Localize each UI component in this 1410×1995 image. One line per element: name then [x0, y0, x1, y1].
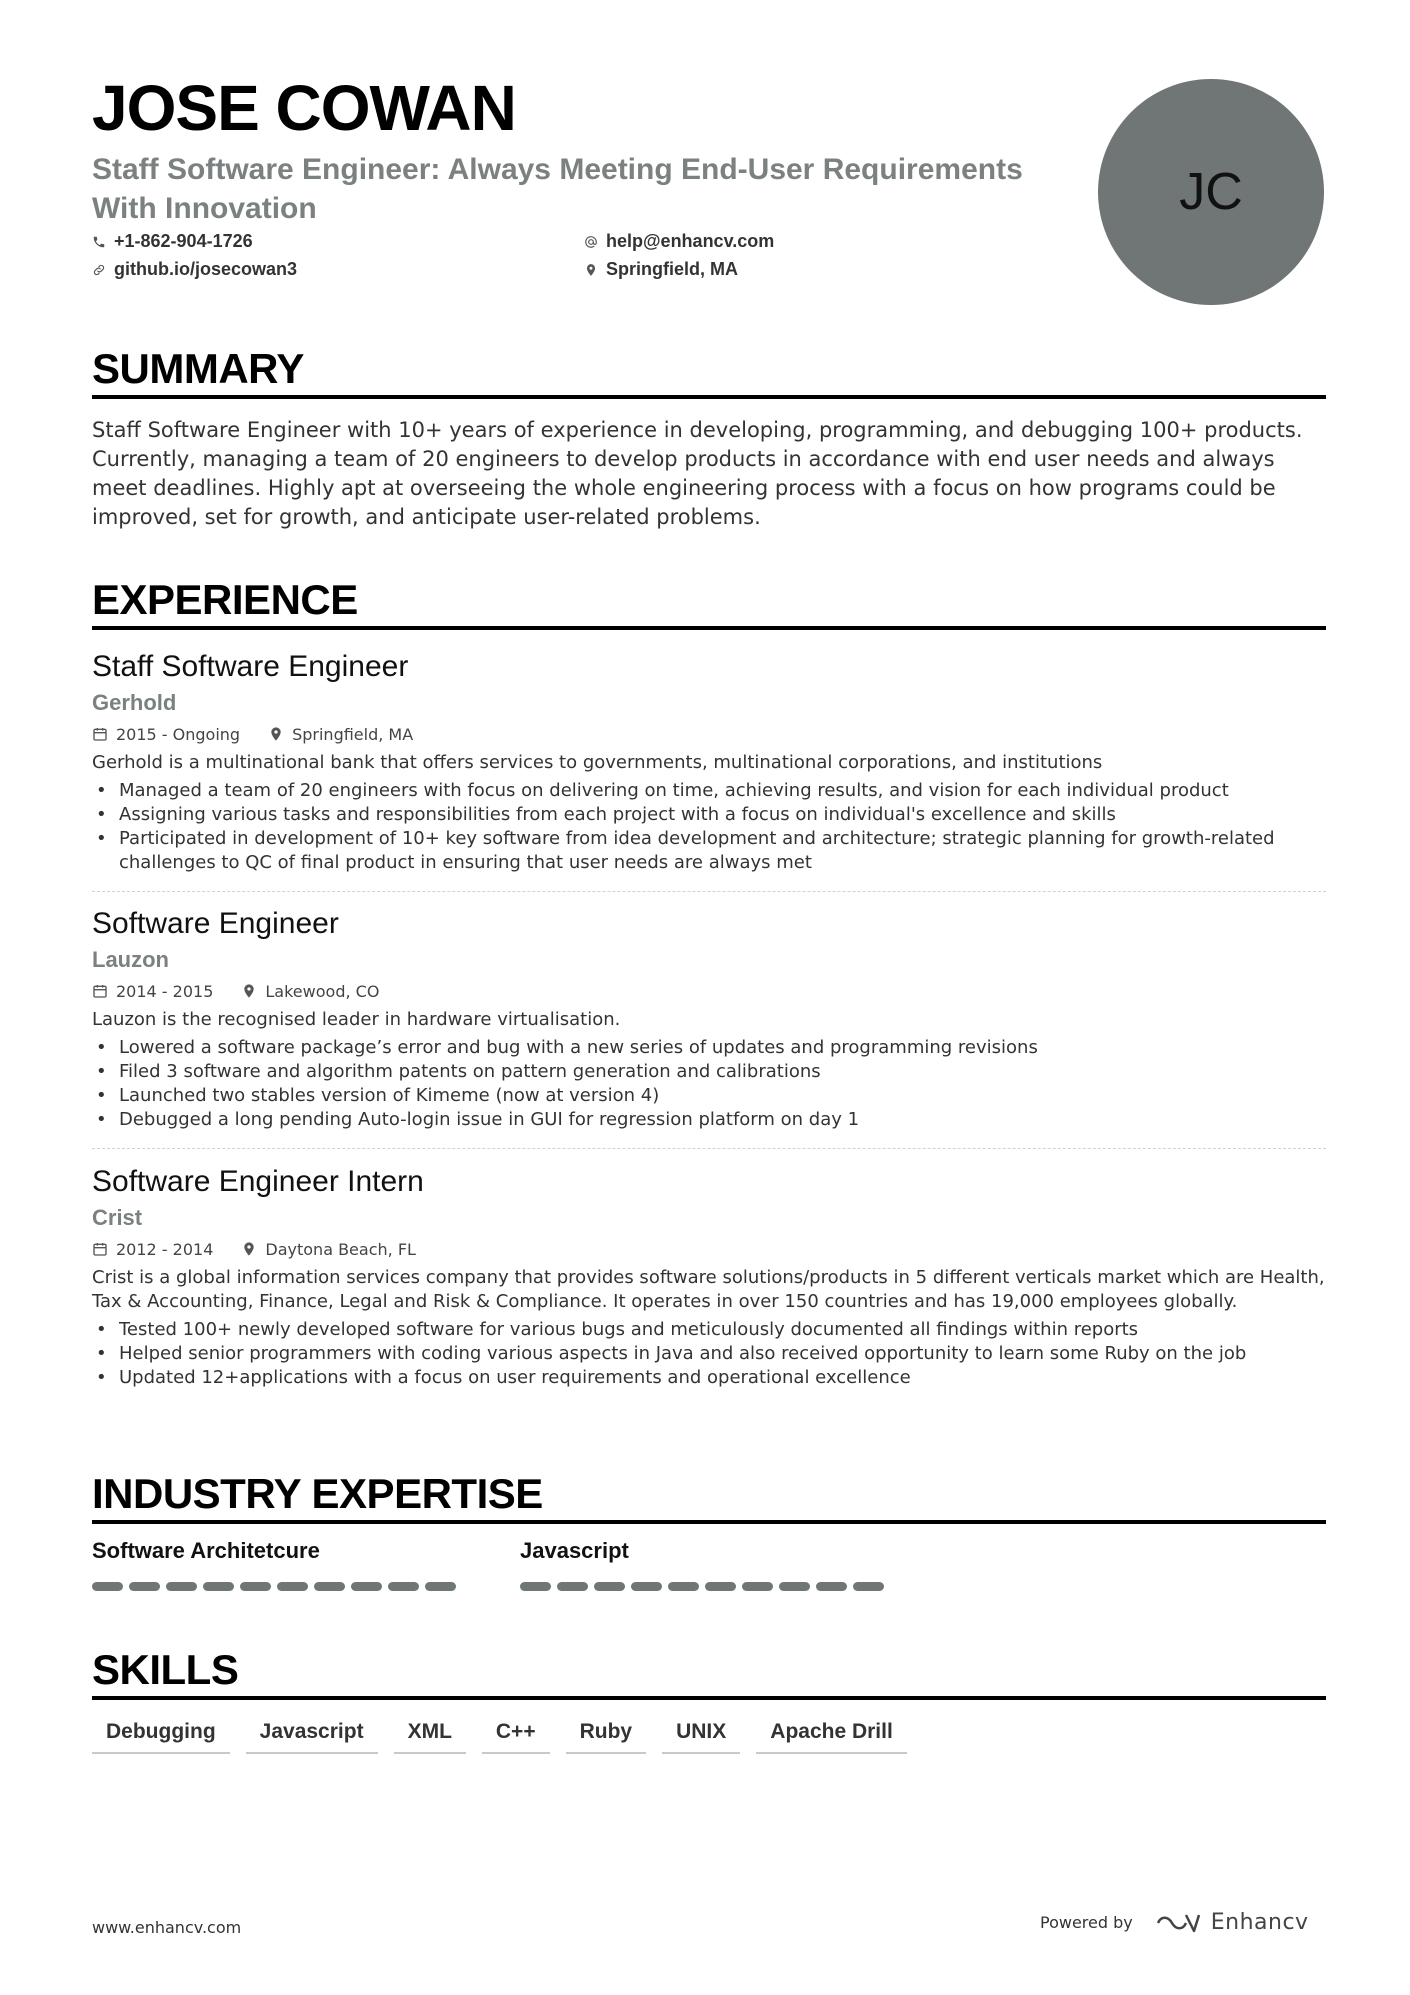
list-item: • Tested 100+ newly developed software for various bugs and meticulously documented all findings within reports: [92, 1318, 1326, 1342]
job-description: Lauzon is the recognised leader in hardware virtualisation.: [92, 1009, 621, 1030]
avatar: [1098, 79, 1324, 305]
contact-phone[interactable]: [92, 231, 253, 252]
at-icon: [584, 235, 598, 249]
job-bullets: [92, 1318, 1326, 1390]
expertise-level-bar: [520, 1582, 884, 1591]
job-location: [241, 982, 379, 1001]
level-segment: [129, 1582, 160, 1591]
phone-text: +1-862-904-1726: [114, 231, 253, 251]
level-segment: [816, 1582, 847, 1591]
company-name: Crist: [92, 1205, 143, 1230]
level-segment: [351, 1582, 382, 1591]
skill-tag: Debugging: [92, 1720, 230, 1754]
job-dates-text: 2015 - Ongoing: [116, 724, 241, 744]
company-name: Gerhold: [92, 690, 177, 715]
expertise-label: Javascript: [520, 1538, 629, 1563]
job-meta: [92, 1238, 1326, 1260]
skills-list: [92, 1720, 907, 1754]
calendar-icon: [92, 726, 108, 742]
job-entry: [92, 1164, 1326, 1390]
job-description: Gerhold is a multinational bank that offers services to governments, multinational corporations, and institutions: [92, 752, 1103, 773]
location-pin-icon: [584, 263, 598, 277]
level-segment: [166, 1582, 197, 1591]
job-meta: [92, 723, 1326, 745]
job-title: Software Engineer: [92, 907, 339, 940]
contact-email[interactable]: [584, 231, 774, 252]
company-name: Lauzon: [92, 947, 169, 972]
list-item: • Filed 3 software and algorithm patents on pattern generation and calibrations: [92, 1060, 1326, 1084]
level-segment: [240, 1582, 271, 1591]
location-pin-icon: [241, 983, 257, 999]
powered-by-label: Powered by: [1040, 1913, 1133, 1932]
link-icon: [92, 263, 106, 277]
job-entry: [92, 649, 1326, 875]
skill-tag: UNIX: [662, 1720, 740, 1754]
level-segment: [557, 1582, 588, 1591]
level-segment: [520, 1582, 551, 1591]
job-dates: [92, 725, 240, 744]
brand-logo: [1155, 1910, 1309, 1935]
list-item: • Managed a team of 20 engineers with focus on delivering on time, achieving results, and vision for each individual product: [92, 779, 1326, 803]
job-location: [268, 725, 413, 744]
job-meta: [92, 980, 1326, 1002]
skill-tag: Ruby: [566, 1720, 647, 1754]
job-dates: [92, 982, 213, 1001]
job-location-text: Lakewood, CO: [265, 981, 380, 1001]
expertise-item: [92, 1538, 456, 1591]
contact-location: [584, 259, 738, 280]
list-item: • Assigning various tasks and responsibilities from each project with a focus on individual's excellence and skills: [92, 803, 1326, 827]
level-segment: [92, 1582, 123, 1591]
website-text: github.io/josecowan3: [114, 259, 298, 279]
job-dates-text: 2014 - 2015: [116, 981, 214, 1001]
level-segment: [631, 1582, 662, 1591]
summary-text: Staff Software Engineer with 10+ years of experience in developing, programming, and debugging 100+ products. Currently, managing a team of 20 engineers to develop products in accordance with end user needs and always meet deadlines. Highly apt at overseeing the whole engineering process with a focus on how programs could be improved, set for growth, and anticipate user-related problems.: [92, 418, 1303, 529]
candidate-name: JOSE COWAN: [92, 72, 516, 144]
section-title-skills: SKILLS: [92, 1648, 1326, 1700]
location-pin-icon: [241, 1241, 257, 1257]
section-title-summary: SUMMARY: [92, 347, 1326, 399]
location-text: Springfield, MA: [606, 259, 738, 279]
skill-tag: XML: [394, 1720, 466, 1754]
footer-powered[interactable]: [1040, 1910, 1309, 1935]
list-item: • Debugged a long pending Auto-login issue in GUI for regression platform on day 1: [92, 1108, 1326, 1132]
level-segment: [853, 1582, 884, 1591]
expertise-label: Software Architetcure: [92, 1538, 320, 1563]
phone-icon: [92, 235, 106, 249]
skill-tag: C++: [482, 1720, 550, 1754]
email-text: help@enhancv.com: [606, 231, 775, 251]
enhancv-logo-icon: [1155, 1911, 1201, 1935]
level-segment: [705, 1582, 736, 1591]
job-location-text: Daytona Beach, FL: [265, 1239, 416, 1259]
list-item: • Lowered a software package’s error and bug with a new series of updates and programming revisions: [92, 1036, 1326, 1060]
location-pin-icon: [268, 726, 284, 742]
job-description: Crist is a global information services company that provides software solutions/products in 5 different verticals market which are Health, Tax & Accounting, Finance, Legal and Risk & Compliance. It operates in over 150 countries and has 19,000 employees globally.: [92, 1267, 1325, 1312]
job-dates: [92, 1240, 213, 1259]
job-divider: [92, 891, 1326, 892]
level-segment: [594, 1582, 625, 1591]
contact-website[interactable]: [92, 259, 297, 280]
level-segment: [742, 1582, 773, 1591]
section-title-experience: EXPERIENCE: [92, 578, 1326, 630]
section-title-expertise: INDUSTRY EXPERTISE: [92, 1472, 1326, 1524]
job-title: Software Engineer Intern: [92, 1165, 424, 1198]
skill-tag: Apache Drill: [756, 1720, 907, 1754]
brand-name: Enhancv: [1210, 1910, 1309, 1935]
list-item: • Participated in development of 10+ key software from idea development and architecture; strategic planning for growth-related challenges to QC of final product in ensuring that user needs are always met: [92, 827, 1326, 875]
list-item: • Launched two stables version of Kimeme (now at version 4): [92, 1084, 1326, 1108]
footer-site-link[interactable]: www.enhancv.com: [92, 1918, 242, 1937]
list-item: • Updated 12+applications with a focus on user requirements and operational excellence: [92, 1366, 1326, 1390]
level-segment: [668, 1582, 699, 1591]
expertise-level-bar: [92, 1582, 456, 1591]
level-segment: [779, 1582, 810, 1591]
job-bullets: [92, 1036, 1326, 1132]
job-dates-text: 2012 - 2014: [116, 1239, 214, 1259]
job-divider: [92, 1148, 1326, 1149]
job-title: Staff Software Engineer: [92, 650, 409, 683]
level-segment: [425, 1582, 456, 1591]
level-segment: [277, 1582, 308, 1591]
skill-tag: Javascript: [246, 1720, 378, 1754]
level-segment: [388, 1582, 419, 1591]
headline: Staff Software Engineer: Always Meeting End-User Requirements With Innovation: [92, 153, 1023, 225]
job-location: [241, 1240, 416, 1259]
level-segment: [203, 1582, 234, 1591]
expertise-item: [520, 1538, 884, 1591]
job-entry: [92, 906, 1326, 1132]
job-bullets: [92, 779, 1326, 875]
calendar-icon: [92, 983, 108, 999]
level-segment: [314, 1582, 345, 1591]
list-item: • Helped senior programmers with coding various aspects in Java and also received opportunity to learn some Ruby on the job: [92, 1342, 1326, 1366]
calendar-icon: [92, 1241, 108, 1257]
avatar-initials: JC: [1179, 163, 1243, 221]
job-location-text: Springfield, MA: [292, 724, 414, 744]
